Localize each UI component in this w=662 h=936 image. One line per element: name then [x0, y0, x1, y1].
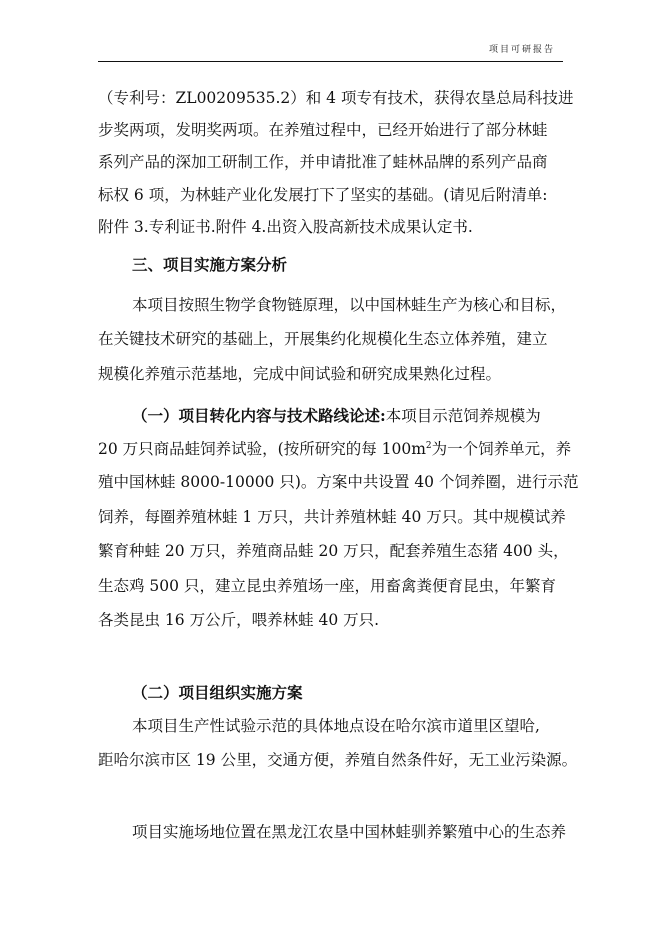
sub1-line-6: 生态鸡 500 只，建立昆虫养殖场一座，用畜禽粪便育昆虫，年繁育 — [98, 577, 556, 595]
sub1-line-4: 饲养，每圈养殖林蛙 1 万只，共计养殖林蛙 40 万只。其中规模试养 — [98, 508, 566, 526]
sub1-line2-after: 为一个饲养单元，养 — [431, 440, 572, 458]
sub1-line-2 — [98, 439, 571, 459]
sub2-line-2: 距哈尔滨市区 19 公里，交通方便，养殖自然条件好，无工业污染源。 — [98, 751, 578, 769]
sub1-line-7: 各类昆虫 16 万公斤，喂养林蛙 40 万只. — [98, 611, 380, 629]
para2-line-1: 本项目按照生物学食物链原理，以中国林蛙生产为核心和目标， — [132, 296, 567, 314]
para3-line-1: 项目实施场地位置在黑龙江农垦中国林蛙驯养繁殖中心的生态养 — [132, 823, 567, 841]
para1-line-5: 附件 3.专利证书.附件 4.出资入股高新技术成果认定书. — [98, 218, 473, 236]
section3-heading: 三、项目实施方案分析 — [132, 255, 288, 274]
sub1-line2-before: 20 万只商品蛙饲养试验，(按所研究的每 100m — [98, 440, 426, 458]
sub1-line-3: 殖中国林蛙 8000-10000 只)。方案中共设置 40 个饲养圈，进行示范 — [98, 473, 579, 491]
area-superscript: 2 — [425, 440, 432, 451]
para1-line-1: （专利号：ZL00209535.2）和 4 项专有技术，获得农垦总局科技进 — [98, 89, 574, 107]
para2-line-3: 规模化养殖示范基地，完成中间试验和研究成果熟化过程。 — [98, 365, 502, 383]
para2-line-2: 在关键技术研究的基础上，开展集约化规模化生态立体养殖，建立 — [98, 330, 548, 348]
sub1-lead: 本项目示范饲养规模为 — [385, 407, 541, 425]
sub2-heading: （二）项目组织实施方案 — [132, 683, 303, 702]
sub1-first-line — [132, 406, 541, 426]
running-header: 项目可研报告 — [489, 45, 556, 55]
para1-line-2: 步奖两项，发明奖两项。在养殖过程中，已经开始进行了部分林蛙 — [98, 121, 548, 139]
sub1-line-5: 繁育种蛙 20 万只，养殖商品蛙 20 万只，配套养殖生态猪 400 头， — [98, 542, 569, 560]
sub1-heading: （一）项目转化内容与技术路线论述: — [132, 406, 386, 425]
header-rule — [98, 61, 563, 62]
para1-line-3: 系列产品的深加工研制工作，并申请批准了蛙林品牌的系列产品商 — [98, 153, 548, 171]
sub2-line-1: 本项目生产性试验示范的具体地点设在哈尔滨市道里区望哈, — [132, 717, 540, 735]
para1-line-4: 标权 6 项，为林蛙产业化发展打下了坚实的基础。(请见后附清单: — [98, 186, 548, 204]
